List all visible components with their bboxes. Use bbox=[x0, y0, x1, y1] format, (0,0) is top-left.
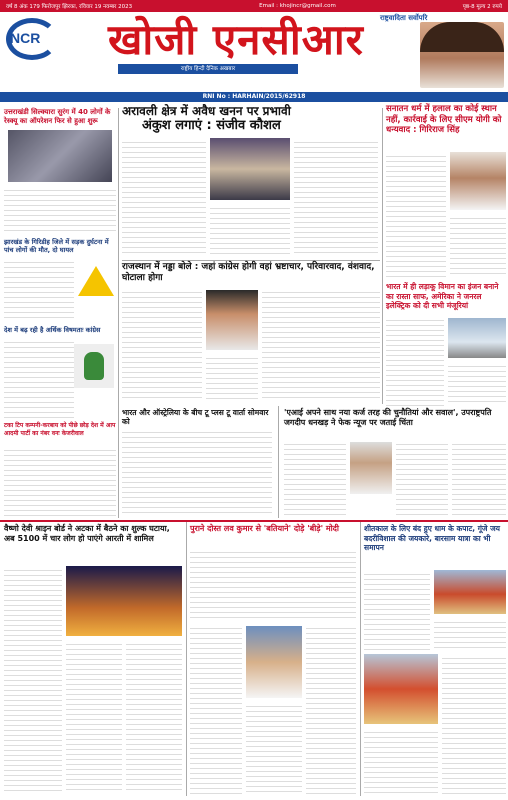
bottom-headline-3: शीतकाल के लिए बंद हुए धाम के कपाट, गूंजे जय बदरीविशाल की जयकारे, बारसाम यात्रा का भी समापन bbox=[364, 524, 501, 552]
logo-text: NCR bbox=[10, 30, 41, 46]
bottom-body-3c bbox=[442, 654, 506, 794]
official-photo bbox=[210, 138, 290, 200]
newspaper-title: खोजी एनसीआर bbox=[108, 15, 364, 64]
right-headline-1: सनातन धर्म में हलाल का कोई स्थान नहीं, कार्रवाई के लिए सीएम योगी को धन्यवाद : गिरिराज सिंह bbox=[386, 104, 502, 135]
ai-body-1 bbox=[284, 440, 346, 516]
nadda-body-left bbox=[122, 288, 202, 402]
fighter-jet-photo bbox=[448, 318, 506, 358]
bottom-headline-1: वैष्णो देवी श्राइन बोर्ड ने अटका में बैठने का शुल्क घटाया, अब 5100 में चार लोग हो पाएंगे आरती में शामिल bbox=[4, 524, 170, 543]
nadda-photo bbox=[206, 290, 258, 350]
bottom-body-3b bbox=[434, 618, 506, 650]
ai-headline: 'एआई अपने साथ नया कर्ज तरह की चुनौतियां और सवाल', उपराष्ट्रपति जगदीप धनखड़ ने फेक न्यूज पर जताई चिंता bbox=[284, 408, 492, 427]
column-divider-3 bbox=[382, 108, 383, 404]
left-column bbox=[4, 108, 116, 437]
australia-headline: भारत और ऑस्ट्रेलिया के बीच टू प्लस टू वार्ता सोमवार को bbox=[122, 408, 269, 426]
main-body-right bbox=[294, 138, 378, 256]
giriraj-photo bbox=[450, 152, 506, 210]
nadda-body-right bbox=[262, 288, 380, 402]
nadda-headline: राजस्थान में नड्डा बोले : जहां कांग्रेस होगी वहां भ्रष्टाचार, परिवारवाद, वंशवाद, घोटाला होगा bbox=[122, 262, 375, 283]
left-body-4 bbox=[4, 446, 116, 518]
bottom-body-3d bbox=[364, 728, 438, 794]
warning-sign-icon bbox=[78, 266, 114, 296]
tagline: राष्ट्रीय हिन्दी दैनिक अखबार bbox=[118, 64, 298, 74]
nadda-body-center bbox=[206, 354, 258, 402]
congress-logo bbox=[74, 344, 114, 388]
price-text: पृष्ठ-8 मूल्य 2 रुपये bbox=[462, 4, 502, 10]
bottom-col-divider-2 bbox=[360, 522, 361, 796]
badrinath-photo-1 bbox=[434, 570, 506, 614]
bottom-divider bbox=[0, 520, 508, 522]
bottom-headline-2: पुराने दोस्त लव कुमार से 'बतियाने' दोड़े 'बीड़े' मोदी bbox=[190, 524, 339, 533]
left-headline-3: देश में बढ़ रही है अर्थिक विषमताः कांग्रेस bbox=[4, 326, 101, 334]
left-body-1 bbox=[4, 186, 116, 234]
bottom-body-2b bbox=[190, 624, 242, 794]
left-body-3 bbox=[4, 338, 74, 418]
modi-photo bbox=[246, 626, 302, 698]
right-body-2b bbox=[448, 362, 506, 406]
bottom-body-3 bbox=[364, 570, 430, 650]
right-body-2 bbox=[386, 316, 444, 406]
bottom-body-1 bbox=[4, 566, 62, 794]
right-body-1 bbox=[386, 152, 446, 278]
main-kicker: अरावली क्षेत्र में अवैध खनन पर प्रभावी bbox=[122, 104, 291, 118]
bottom-body-1c bbox=[126, 640, 182, 794]
left-body-2 bbox=[4, 258, 74, 322]
main-headline: अंकुश लगाएं : संजीव कौशल bbox=[142, 118, 281, 133]
edition-slogan: राष्ट्रवादिता सर्वोपरि bbox=[380, 14, 428, 22]
bottom-body-2d bbox=[306, 624, 356, 794]
australia-body bbox=[122, 428, 272, 516]
main-body-left bbox=[122, 138, 206, 256]
right-headline-2: भारत में ही लड़ाकू विमान का इंजन बनाने का रास्ता साफ, अमेरिका ने जनरल इलेक्ट्रिक को दी सभी मंजूरियां bbox=[386, 282, 499, 310]
section-divider bbox=[122, 260, 380, 261]
issue-info: वर्ष 8 अंक 179 फिरोजपुर झिरका, रविवार 19 नवम्बर 2023 bbox=[6, 4, 133, 10]
main-column bbox=[122, 104, 380, 134]
ai-body-3 bbox=[452, 440, 506, 516]
email-text: Email : khojincr@gmail.com bbox=[259, 3, 336, 9]
left-headline-4: टका टिप कम्पनी-करबाय को पीछे छोड़ देश में आप आदमी पार्टी का नंबर वनः केजरीवाल bbox=[4, 422, 116, 437]
badrinath-photo-2 bbox=[364, 654, 438, 724]
bottom-col-divider-1 bbox=[186, 522, 187, 796]
vaishno-devi-photo bbox=[66, 566, 182, 636]
bottom-body-2 bbox=[190, 548, 356, 620]
left-headline-1: उत्तराखंडी सिल्क्यारा सुरंग में 40 लोगों के रेस्क्यू का ऑपरेशन फिर से हुआ शुरू bbox=[4, 108, 111, 125]
left-headline-2: झारखंड के गिरिडीह जिले में सड़क दुर्घटना में पांच लोगों की मौत, दो घायल bbox=[4, 238, 109, 254]
column-divider bbox=[118, 108, 119, 518]
hand-icon bbox=[84, 352, 104, 380]
bottom-body-1b bbox=[66, 640, 122, 794]
main-body-center bbox=[210, 204, 290, 256]
tunnel-photo bbox=[8, 130, 112, 182]
ai-body-2 bbox=[396, 440, 448, 516]
right-body-1b bbox=[450, 214, 506, 278]
dhankhar-photo bbox=[350, 442, 392, 494]
registration-bar: RNI No : HARHAIN/2015/62918 bbox=[0, 92, 508, 102]
column-divider-2 bbox=[278, 406, 279, 518]
bottom-body-2c bbox=[246, 702, 302, 794]
